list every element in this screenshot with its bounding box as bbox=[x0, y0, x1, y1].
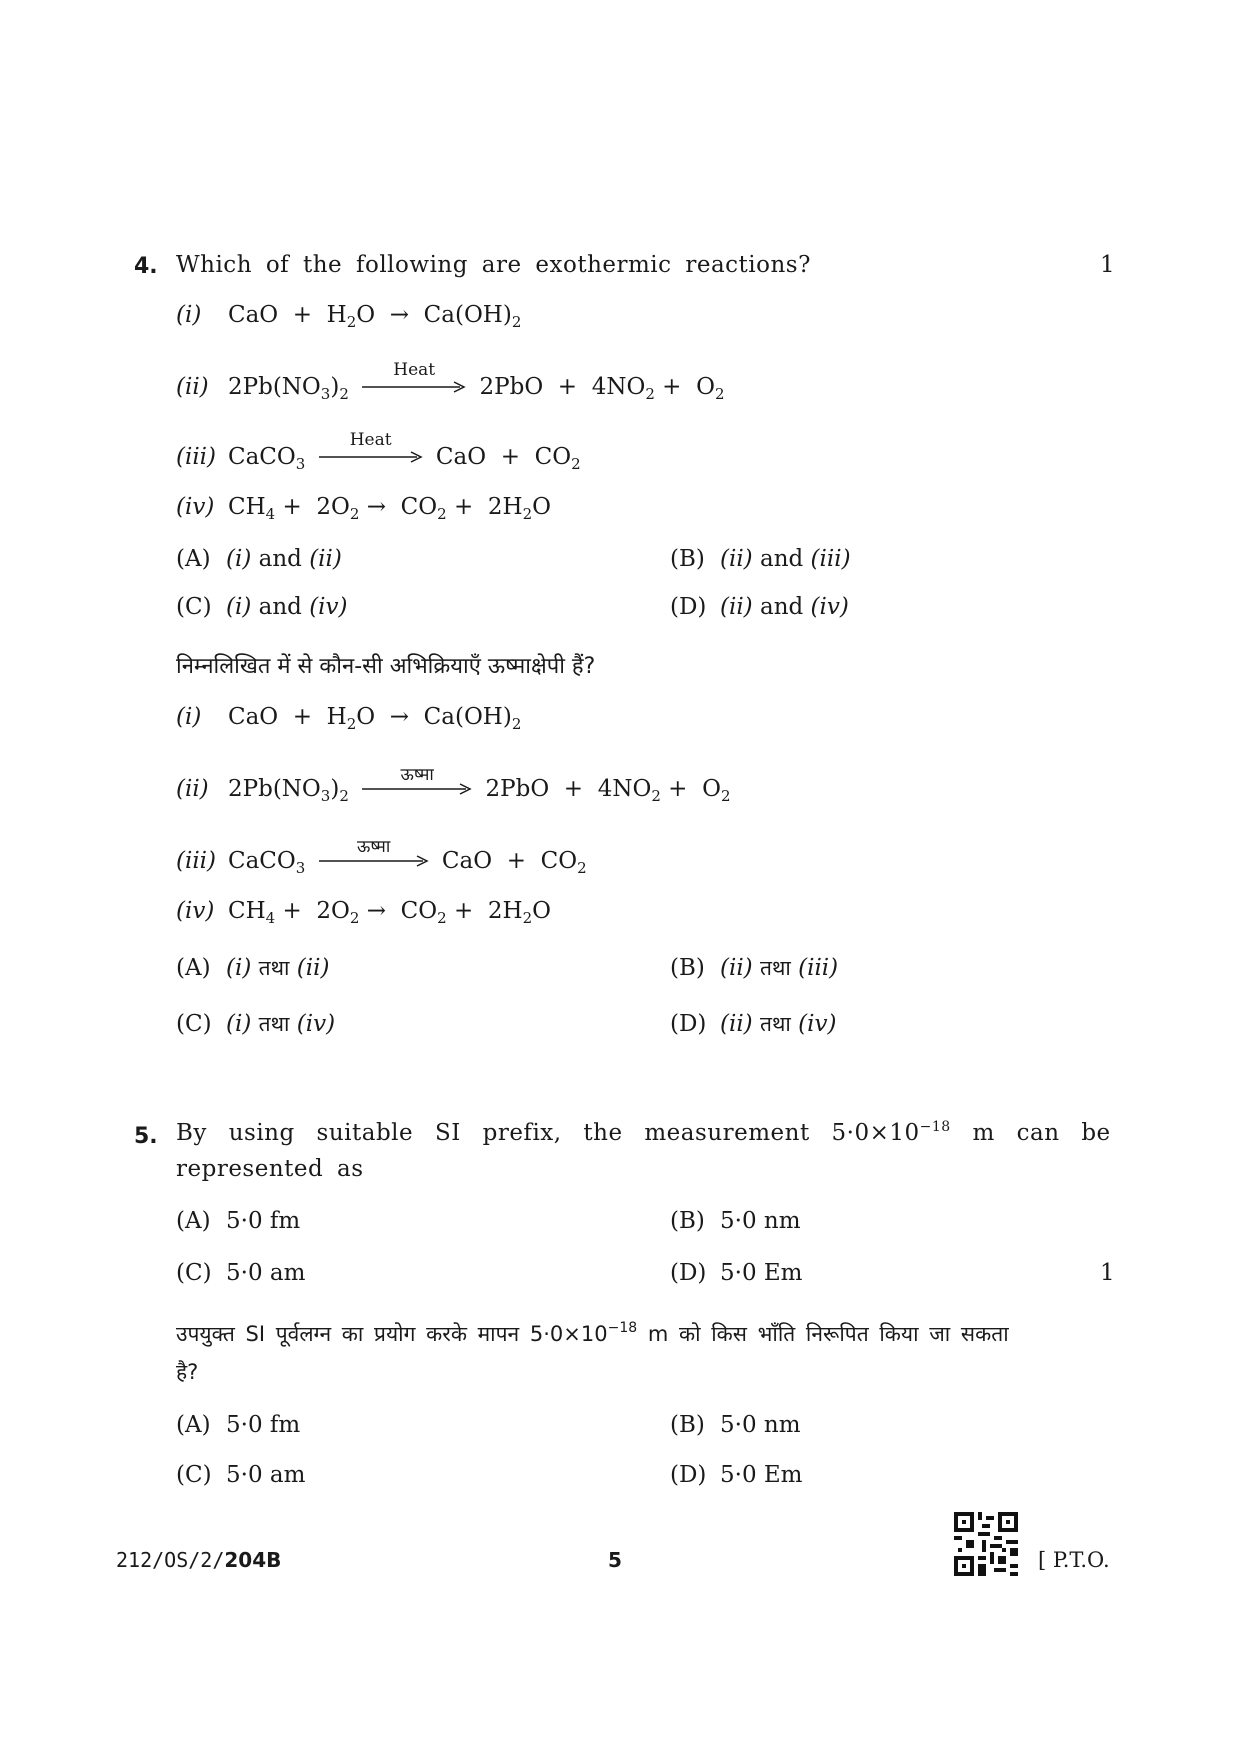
question-5-text-hi-line1: उपयुक्त SI पूर्वलग्न का प्रयोग करके मापन $5\cdot 0\times 10^{-18}$ m को किस भाँति निरूपित किया जा सकता bbox=[176, 1320, 1009, 1346]
question-5-number: 5. bbox=[134, 1124, 158, 1149]
q4-hi-reaction-3: (iii) CaCO$_3$ ऊष्मा CaO + $CO_2$ bbox=[176, 837, 587, 877]
roman-label: (iv) bbox=[176, 898, 215, 924]
roman-label: (ii) bbox=[176, 374, 209, 400]
paper-code: 212/OS/2/204B bbox=[116, 1548, 282, 1572]
q5-hi-option-c[interactable]: (C) 5·0 am bbox=[176, 1462, 306, 1488]
question-4-text-hi: निम्नलिखित में से कौन-सी अभिक्रियाएँ ऊष्माक्षेपी हैं? bbox=[176, 654, 596, 679]
q4-hi-reaction-4: (iv) $CH_4 + 2O_2 \to CO_2 + 2H_2O$ bbox=[176, 898, 551, 927]
q5-en-option-d[interactable]: (D) 5·0 Em bbox=[670, 1260, 803, 1286]
q5-hi-option-b[interactable]: (B) 5·0 nm bbox=[670, 1412, 801, 1438]
q4-hi-reaction-2: (ii) $2Pb(NO_3)_2$ ऊष्मा $2PbO + 4NO_2 + O_2$ bbox=[176, 765, 731, 805]
qr-code-icon bbox=[954, 1512, 1018, 1582]
q5-en-option-c[interactable]: (C) 5·0 am bbox=[176, 1260, 306, 1286]
q4-hi-option-d[interactable]: (D) (ii) तथा (iv) bbox=[670, 1011, 837, 1037]
q4-hi-option-b[interactable]: (B) (ii) तथा (iii) bbox=[670, 955, 839, 981]
q5-en-option-b[interactable]: (B) 5·0 nm bbox=[670, 1208, 801, 1234]
roman-label: (ii) bbox=[176, 776, 209, 802]
q4-en-option-a[interactable]: (A) (i) and (ii) bbox=[176, 546, 342, 572]
roman-label: (iii) bbox=[176, 848, 217, 874]
q4-en-option-d[interactable]: (D) (ii) and (iv) bbox=[670, 594, 849, 620]
question-4-text-en: Which of the following are exothermic reactions? bbox=[176, 252, 811, 278]
roman-label: (iii) bbox=[176, 444, 217, 470]
q4-en-reaction-3: (iii) CaCO$_3$ Heat CaO + $CO_2$ bbox=[176, 430, 581, 473]
heat-arrow: Heat bbox=[319, 450, 423, 464]
q5-hi-option-a[interactable]: (A) 5·0 fm bbox=[176, 1412, 301, 1438]
roman-label: (i) bbox=[176, 302, 202, 328]
heat-arrow: ऊष्मा bbox=[362, 782, 472, 796]
question-5-text-en-line2: represented as bbox=[176, 1156, 364, 1182]
q4-en-reaction-2: (ii) $2Pb(NO_3)_2$ Heat $2PbO + 4NO_2 + O_2$ bbox=[176, 360, 725, 403]
question-5-text-en-line1: By using suitable SI prefix, the measurement $5\cdot 0\times 10^{-18}$ m can be bbox=[176, 1119, 1111, 1146]
q4-en-option-b[interactable]: (B) (ii) and (iii) bbox=[670, 546, 851, 572]
heat-arrow: ऊष्मा bbox=[319, 854, 429, 868]
page-number: 5 bbox=[608, 1548, 622, 1572]
q4-hi-option-a[interactable]: (A) (i) तथा (ii) bbox=[176, 955, 330, 981]
q4-en-reaction-4: (iv) $CH_4 + 2O_2 \to CO_2 + 2H_2O$ bbox=[176, 494, 551, 523]
roman-label: (i) bbox=[176, 704, 202, 730]
heat-arrow: Heat bbox=[362, 380, 466, 394]
q4-en-reaction-1: (i) CaO + $H_2O \to Ca(OH)_2$ bbox=[176, 302, 522, 331]
q4-en-option-c[interactable]: (C) (i) and (iv) bbox=[176, 594, 348, 620]
q4-hi-reaction-1: (i) CaO + $H_2O \to Ca(OH)_2$ bbox=[176, 704, 522, 733]
roman-label: (iv) bbox=[176, 494, 215, 520]
question-5-marks: 1 bbox=[1100, 1260, 1115, 1286]
question-4-number: 4. bbox=[134, 254, 158, 279]
please-turn-over: [ P.T.O. bbox=[1038, 1548, 1110, 1572]
q5-en-option-a[interactable]: (A) 5·0 fm bbox=[176, 1208, 301, 1234]
question-4-marks: 1 bbox=[1100, 252, 1115, 278]
q5-hi-option-d[interactable]: (D) 5·0 Em bbox=[670, 1462, 803, 1488]
q4-hi-option-c[interactable]: (C) (i) तथा (iv) bbox=[176, 1011, 336, 1037]
question-5-text-hi-line2: है? bbox=[176, 1360, 199, 1384]
